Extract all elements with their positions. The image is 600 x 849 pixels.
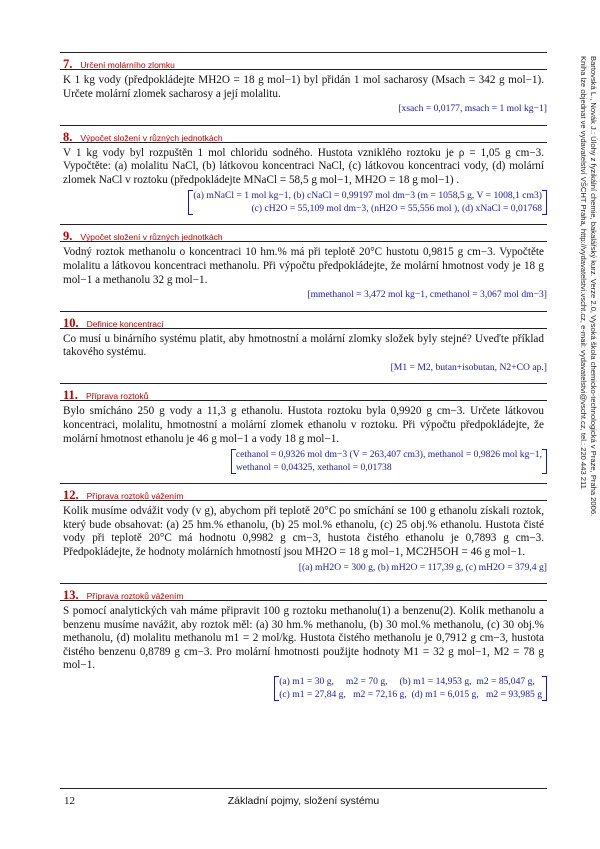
problem-number: 9. — [63, 229, 73, 244]
problem-answer — [60, 676, 547, 701]
page-number: 12 — [64, 795, 75, 807]
problem-answer: [mmethanol = 3,472 mol kg−1, cmethanol = 3,067 mol dm−3] — [307, 289, 547, 301]
problem-8 — [60, 125, 547, 216]
problem-text: V 1 kg vody byl rozpuštěn 1 mol chloridu sodného. Hustota vzniklého roztoku je ρ = 1,05 g cm−3. Vypočtěte: (a) molalitu NaCl, (b) látkovou koncentraci NaCl, (c) látkovou koncentraci vody, (d) molární zlomek NaCl v roztoku (předpokládejte MNaCl = 58,5 g mol−1, MH2O = 18 g mol−1) . — [63, 146, 544, 186]
problem-list — [60, 52, 547, 710]
side-note-line: Kniha lze objednat ve vydavatelství VŠCHT Praha, http://vydavatelstvi.vscht.cz, e-mail: vydavatelstvi@vscht.cz, tel.: 220 443 211 — [579, 56, 588, 489]
answer-line: cethanol = 0,9326 mol dm−3 (V = 263,407 cm3), methanol = 0,9826 mol kg−1, — [235, 449, 542, 461]
footer-title: Základní pojmy, složení systému — [227, 795, 380, 807]
problem-text: S pomocí analytických vah máme připravit 100 g roztoku methanolu(1) a benzenu(2). Kolik methanolu a benzenu musíme navážit, aby roztok měl: (a) 30 hm.% methanolu, (b) 30 mol.% methanolu, (c) 30 obj.% methanolu, (d) molalitu methanolu m1 = 2 mol/kg. Hustota čistého methanolu je 0,7912 g cm−3, hustota čistého benzenu 0,8789 g cm−3. Pro molární hmotnosti použijte hodnoty M1 = 32 g mol−1, M2 = 78 g mol−1. — [63, 605, 544, 672]
problem-text: K 1 kg vody (předpokládejte MH2O = 18 g mol−1) byl přidán 1 mol sacharosy (Msach = 342 g mol−1). Určete molární zlomek sacharosy a její molalitu. — [63, 74, 544, 100]
problem-answer — [60, 449, 547, 474]
problem-title: Příprava roztoků — [85, 391, 149, 402]
problem-header — [60, 383, 547, 403]
problem-answer: [(a) mH2O = 300 g, (b) mH2O = 117,39 g, (c) mH2O = 379,4 g] — [298, 561, 547, 573]
problem-7 — [60, 52, 547, 116]
problem-11 — [60, 383, 547, 474]
problem-13 — [60, 583, 547, 701]
problem-9 — [60, 224, 547, 301]
problem-answer — [60, 190, 547, 215]
answer-line: wethanol = 0,04325, xethanol = 0,01738 — [235, 461, 392, 473]
problem-number: 11. — [63, 388, 78, 403]
side-note-line: Bartovská L., Novák J.: Úlohy z fyzikální chemie, bakalářský kurz. Verze 2.0, Vysoká škola chemicko-technologická v Praze, Praha 2006. — [589, 56, 598, 517]
problem-header — [60, 583, 547, 603]
answer-line: (a) mNaCl = 1 mol kg−1, (b) cNaCl = 0,99197 mol dm−3 (m = 1058,5 g, V = 1008,1 cm3) — [193, 190, 542, 202]
problem-text: Vodný roztok methanolu o koncentraci 10 hm.% má při teplotě 20°C hustotu 0,9815 g cm−3. Vypočtěte molalitu a látkovou koncentraci methanolu. Při výpočtu předpokládejte, že molární hmotnost vody je 18 g mol−1 a methanolu 32 g mol−1. — [63, 246, 544, 286]
answer-line: (c) cH2O = 55,109 mol dm−3, (nH2O = 55,556 mol ), (d) xNaCl = 0,01768 — [251, 202, 542, 214]
page-footer — [60, 788, 547, 807]
problem-number: 13. — [63, 588, 79, 603]
problem-10 — [60, 311, 547, 375]
problem-title: Příprava roztoků vážením — [86, 491, 184, 502]
problem-header — [60, 311, 547, 328]
problem-title: Výpočet složení v různých jednotkách — [80, 232, 223, 243]
problem-title: Definice koncentrací — [86, 318, 164, 329]
problem-title: Příprava roztoků vážením — [86, 591, 184, 602]
problem-number: 12. — [63, 488, 79, 503]
problem-text: Co musí u binárního systému platit, aby hmotnostní a molární zlomky složek byly stejné? Uveďte příklad takového systému. — [63, 332, 544, 359]
problem-header — [60, 52, 547, 69]
problem-number: 7. — [63, 57, 73, 71]
side-note — [568, 56, 600, 676]
problem-header — [60, 125, 547, 142]
problem-number: 10. — [63, 315, 79, 330]
answer-line: (a) m1 = 30 g, m2 = 70 g, (b) m1 = 14,953 g, m2 = 85,047 g, — [279, 676, 535, 688]
answer-line: (c) m1 = 27,84 g, m2 = 72,16 g, (d) m1 = 6,015 g, m2 = 93,985 g — [279, 688, 542, 700]
problem-title: Výpočet složení v různých jednotkách — [80, 132, 223, 143]
problem-text: Kolik musíme odvážit vody (v g), abychom při teplotě 20°C po smíchání se 100 g ethanolu získali roztok, který bude obsahovat: (a) 25 hm.% ethanolu, (b) 25 mol.% ethanolu, (c) 25 obj.% ethanolu. Hustota čisté vody při teplotě 20°C má hodnotu 0,9982 g cm−3, hustota čistého ethanolu je 0,7893 g cm−3. Předpokládejte, že hodnoty molárních hmotností jsou MH2O = 18 g mol−1, MC2H5OH = 46 g mol−1. — [63, 505, 544, 558]
problem-header — [60, 224, 547, 244]
problem-12 — [60, 483, 547, 574]
problem-answer: [xsach = 0,0177, msach = 1 mol kg−1] — [398, 103, 547, 115]
problem-header — [60, 483, 547, 503]
problem-title: Určení molárního zlomku — [80, 60, 175, 70]
problem-text: Bylo smícháno 250 g vody a 11,3 g ethanolu. Hustota roztoku byla 0,9920 g cm−3. Určete látkovou koncentraci, molalitu, hmotnostní a molární zlomek ethanolu v roztoku. Při výpočtu předpokládejte, že molární hmotnost ethanolu je 46 g mol−1 a vody 18 g mol−1. — [63, 405, 544, 445]
problem-answer: [M1 = M2, butan+isobutan, N2+CO ap.] — [390, 361, 547, 373]
problem-number: 8. — [63, 129, 73, 144]
